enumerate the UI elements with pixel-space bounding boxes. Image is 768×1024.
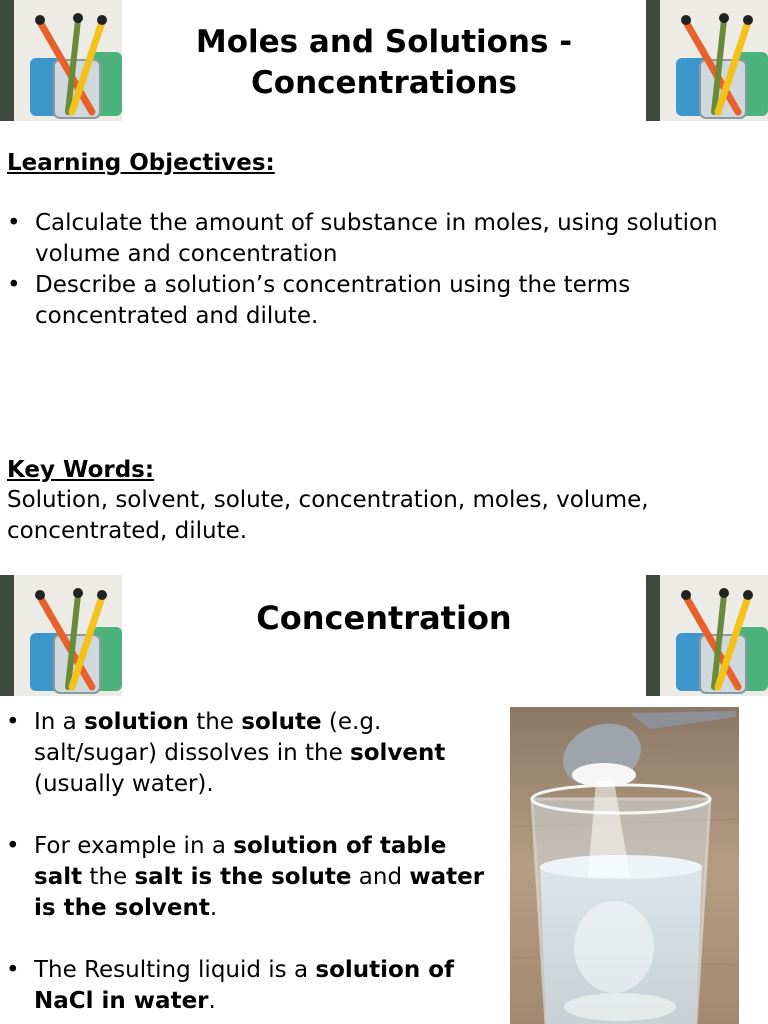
test-tubes-icon [0,575,122,696]
text: For example in a [34,833,234,859]
text: (usually water). [34,771,214,797]
list-item [6,707,486,800]
section-title: Concentration [256,599,512,637]
bold-text: solute [241,709,322,735]
bold-text: solution of table salt [34,833,447,890]
keywords-heading: Key Words: [7,457,155,483]
list-item [7,208,727,270]
objective-text: Calculate the amount of substance in moles, using solution volume and concentration [35,210,718,267]
text: (e.g. salt/sugar) dissolves in the [34,709,382,766]
text: . [209,895,218,921]
objectives-list [7,208,727,332]
salt-in-water-photo [510,707,739,1024]
text: In a [34,709,85,735]
objective-text: Describe a solution’s concentration using the terms concentrated and dilute. [35,272,631,329]
bold-text: solution of NaCl in water [34,957,455,1014]
bullet-icon: • [7,210,21,236]
text: and [351,864,410,890]
text: the [82,864,135,890]
list-item [7,270,727,332]
page-title [122,22,646,104]
text: . [208,988,216,1014]
keywords-text [7,485,747,547]
objectives-heading: Learning Objectives: [7,150,275,176]
title-line-1: Moles and Solutions - [195,24,573,60]
bullet-icon: • [7,272,21,298]
list-item [6,831,486,924]
title-line-2: Concentrations [251,65,517,101]
test-tubes-icon [646,575,768,696]
text: the [188,709,242,735]
bold-text: water is the solvent [34,864,485,921]
concentration-list [6,707,486,1017]
bullet-icon: • [6,709,20,735]
text: The Resulting liquid is a [34,957,316,983]
bold-text: solution [84,709,189,735]
test-tubes-icon [0,0,122,121]
keywords-line-2: concentrated, dilute. [7,518,248,544]
bullet-icon: • [6,957,20,983]
keywords-line-1: Solution, solvent, solute, concentration, moles, volume, [7,487,649,513]
list-item [6,955,486,1017]
bold-text: solvent [350,740,446,766]
bold-text: salt is the solute [134,864,352,890]
test-tubes-icon [646,0,768,121]
bullet-icon: • [6,833,20,859]
